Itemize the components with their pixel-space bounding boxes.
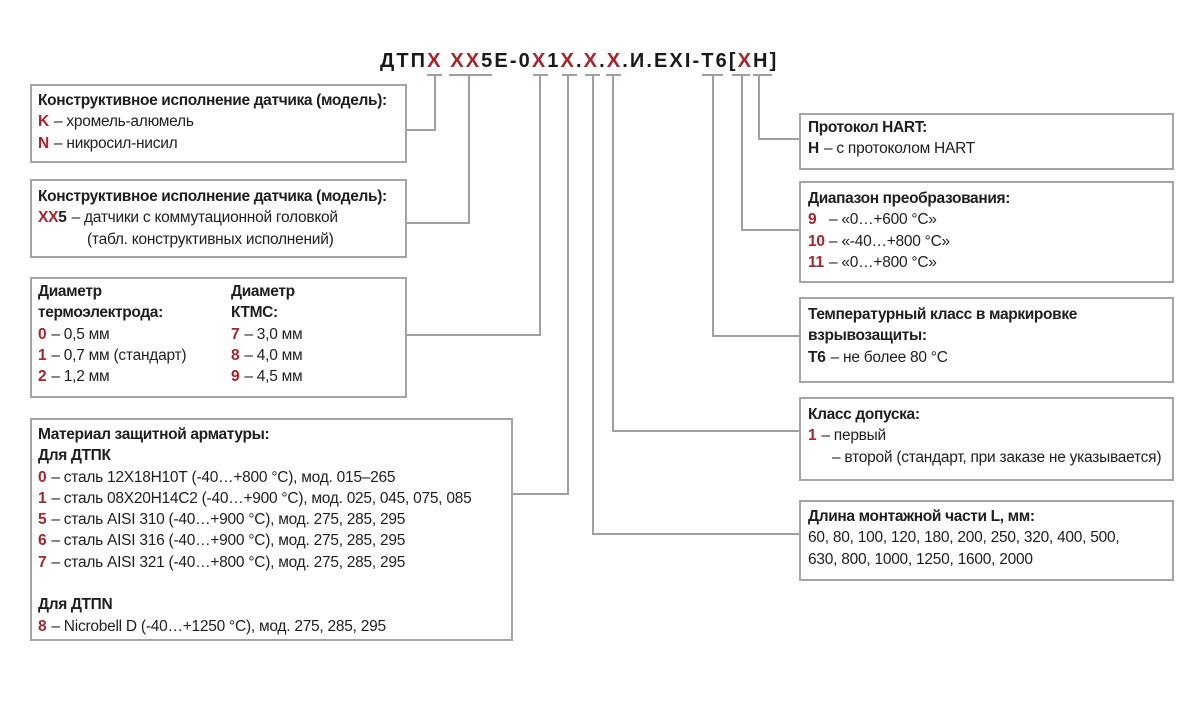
box-title: Длина монтажной части L, мм: <box>808 508 1035 525</box>
connector-hart <box>753 75 800 139</box>
list-item <box>38 509 505 530</box>
item-key: 7 <box>231 325 240 343</box>
list-item <box>38 111 399 132</box>
item-text: – сталь AISI 316 (-40…+900 °C), мод. 275, 285, 295 <box>51 532 406 550</box>
column-title: термоэлектрода: <box>38 304 163 322</box>
item-key: K <box>38 113 49 131</box>
item-text: – никросил-нисил <box>53 134 178 152</box>
list-item <box>38 324 231 345</box>
code-segment-model: XX <box>450 50 482 72</box>
spacer <box>38 573 505 594</box>
code-segment: . <box>599 50 607 72</box>
group-label: Для ДТПN <box>38 596 113 614</box>
list-item <box>808 425 1166 446</box>
ktms-column <box>231 281 302 387</box>
item-key: 9 <box>808 211 817 229</box>
item-key: 9 <box>231 368 240 386</box>
item-text: – хромель-алюмель <box>53 113 194 131</box>
code-segment-range: X <box>737 50 754 72</box>
code-segment: ДТП <box>380 50 428 72</box>
item-key: 1 <box>38 489 47 507</box>
item-text: – второй (стандарт, при заказе не указывается) <box>832 448 1162 466</box>
code-segment-tolerance: X <box>606 50 623 72</box>
item-text: – не более 80 °C <box>830 348 948 366</box>
connector-model <box>406 75 492 223</box>
item-text: – датчики с коммутационной головкой <box>71 209 338 227</box>
list-item <box>808 252 1166 273</box>
connector-sensor-type <box>406 75 442 130</box>
order-code-title <box>380 51 778 71</box>
box-title: Протокол HART: <box>808 119 927 136</box>
item-text: – сталь AISI 310 (-40…+900 °C), мод. 275, 285, 295 <box>51 511 406 529</box>
sensor-type-box <box>30 84 407 163</box>
list-item <box>38 133 399 154</box>
list-item <box>231 345 302 366</box>
box-title: Класс допуска: <box>808 406 920 423</box>
item-key: 8 <box>38 617 47 635</box>
connector-length <box>585 75 800 534</box>
item-key: 1 <box>808 427 817 445</box>
item-text: – сталь 12Х18Н10Т (-40…+800 °C), мод. 015–265 <box>51 468 396 486</box>
temp-class-box <box>799 297 1174 383</box>
item-key-plain: 5 <box>58 209 67 227</box>
code-segment-material: X <box>560 50 576 72</box>
column-title: Диаметр <box>231 283 295 300</box>
item-text: – сталь AISI 321 (-40…+800 °C), мод. 275, 285, 295 <box>51 553 406 571</box>
list-item <box>38 530 505 551</box>
diameter-box <box>30 277 407 398</box>
box-title: Материал защитной арматуры: <box>38 426 270 443</box>
code-segment: . <box>575 50 584 72</box>
column-title: Диаметр <box>38 283 102 300</box>
item-key: 0 <box>38 468 47 486</box>
code-segment-diameter: X <box>531 50 548 72</box>
item-key-accent: XX <box>38 209 59 227</box>
length-box <box>799 500 1174 581</box>
item-text: – «-40…+800 °C» <box>829 232 950 250</box>
item-key: 11 <box>808 253 824 271</box>
item-text: – с протоколом HART <box>823 140 975 158</box>
group-label: Для ДТПК <box>38 447 111 465</box>
model-box <box>30 179 407 258</box>
list-item <box>808 347 1166 368</box>
item-text: – 0,5 мм <box>51 325 110 343</box>
list-item <box>38 207 399 228</box>
item-text: – 4,5 мм <box>244 368 303 386</box>
item-key: 0 <box>38 325 47 343</box>
list-item <box>38 345 231 366</box>
item-key: 7 <box>38 553 47 571</box>
list-item <box>231 324 302 345</box>
item-text: – Nicrobell D (-40…+1250 °C), мод. 275, 285, 295 <box>51 617 386 635</box>
item-key: H <box>808 140 819 158</box>
code-segment: 5E-0 <box>481 50 532 72</box>
material-box <box>30 418 513 641</box>
item-text: – 4,0 мм <box>244 346 303 364</box>
connector-material <box>512 75 577 494</box>
item-key: 1 <box>38 346 47 364</box>
list-item <box>808 447 1166 468</box>
connector-diameter <box>406 75 548 335</box>
item-key: N <box>38 134 49 152</box>
list-item <box>38 552 505 573</box>
list-item <box>808 231 1166 252</box>
item-text: – «0…+800 °C» <box>829 253 937 271</box>
box-title: Конструктивное исполнение датчика (модель): <box>38 92 387 109</box>
thermoelectrode-column <box>38 281 231 387</box>
connector-range <box>732 75 800 230</box>
list-item <box>808 209 1166 230</box>
item-key: 8 <box>231 346 240 364</box>
box-title: Диапазон преобразования: <box>808 190 1011 207</box>
item-text: – сталь 08Х20Н14С2 (-40…+900 °C), мод. 025, 045, 075, 085 <box>51 489 472 507</box>
item-text: – 1,2 мм <box>51 368 110 386</box>
box-title: взрывозащиты: <box>808 327 927 345</box>
item-key: 5 <box>38 511 47 529</box>
code-segment-sensor-type: X <box>427 50 443 72</box>
connector-temp-class <box>702 75 800 336</box>
tolerance-box <box>799 397 1174 481</box>
box-title: Конструктивное исполнение датчика (модель): <box>38 188 387 205</box>
code-segment-length: X <box>583 50 600 72</box>
item-text: – 0,7 мм (стандарт) <box>51 346 187 364</box>
item-key: T6 <box>808 348 826 366</box>
item-key: 2 <box>38 368 47 386</box>
hart-box <box>799 113 1174 170</box>
item-key: 10 <box>808 232 825 250</box>
code-segment: H] <box>753 50 779 72</box>
item-text: – «0…+600 °C» <box>829 211 937 229</box>
code-segment: 1 <box>547 50 561 72</box>
list-item <box>38 467 505 488</box>
list-item <box>38 366 231 387</box>
range-box <box>799 181 1174 283</box>
length-values-line: 60, 80, 100, 120, 180, 200, 250, 320, 400, 500, <box>808 529 1120 547</box>
code-segment: .И.EXI-T6[ <box>622 50 738 72</box>
connector-tolerance <box>606 75 800 431</box>
column-title: КТМС: <box>231 304 278 322</box>
item-key: 6 <box>38 532 47 550</box>
list-item <box>38 488 505 509</box>
list-item <box>231 366 302 387</box>
list-item <box>808 138 1166 159</box>
item-continuation: (табл. конструктивных исполнений) <box>87 230 334 248</box>
item-text: – 3,0 мм <box>244 325 303 343</box>
box-title: Температурный класс в маркировке <box>808 306 1078 323</box>
item-text: – первый <box>821 427 886 445</box>
list-item <box>38 616 505 637</box>
length-values-line: 630, 800, 1000, 1250, 1600, 2000 <box>808 550 1033 568</box>
